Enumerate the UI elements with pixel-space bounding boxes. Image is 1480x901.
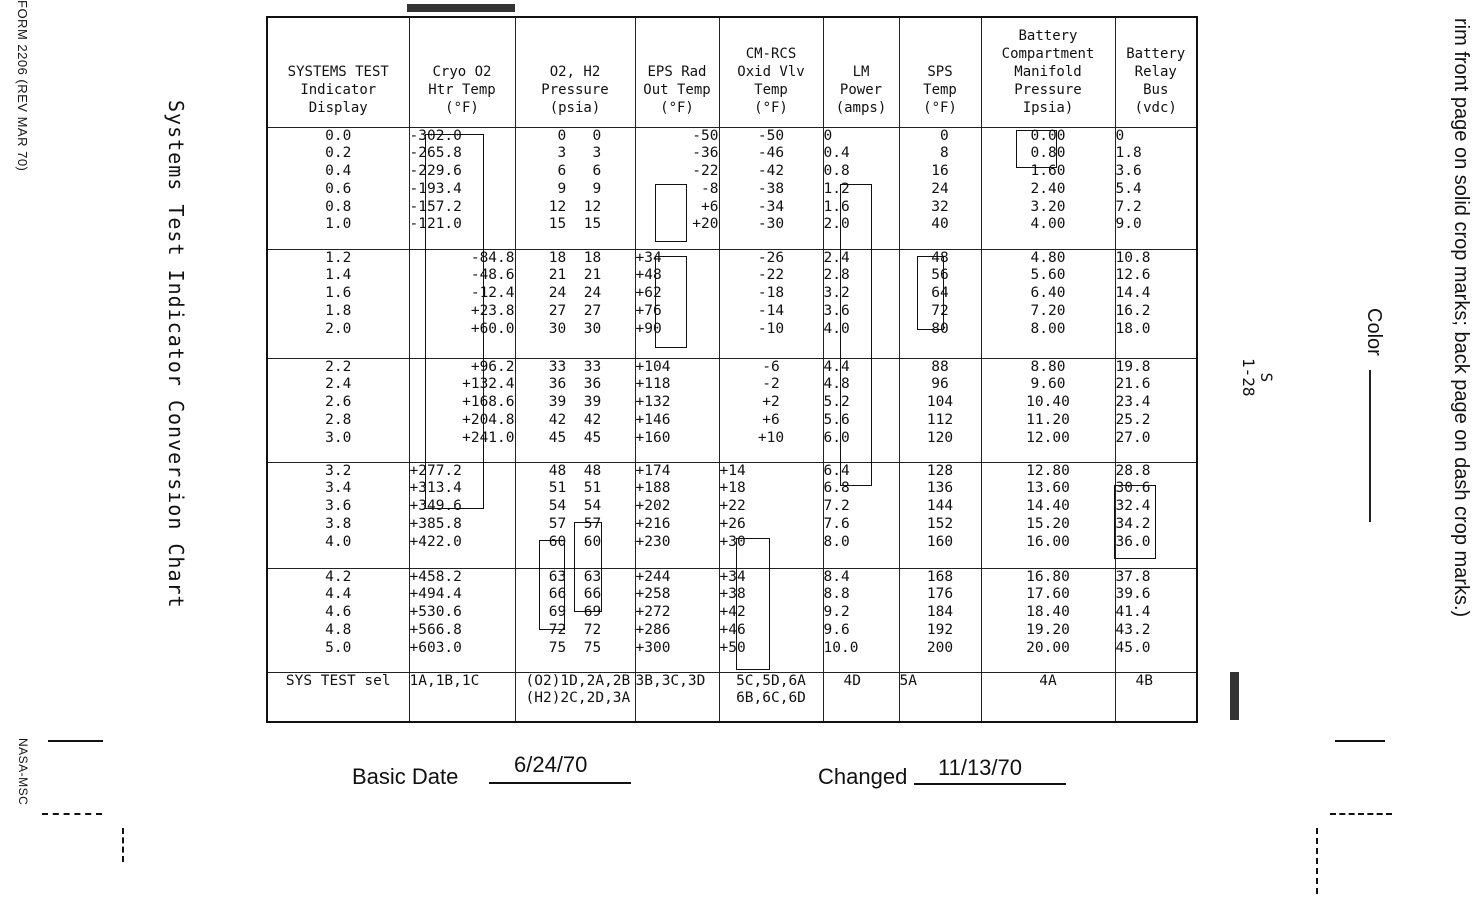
header-battery-manifold: Battery Compartment Manifold Pressure Ipsia) [981,17,1115,127]
table-cell: -302.0 -265.8 -229.6 -193.4 -157.2 -121.0 [409,127,515,249]
table-cell: 48 48 51 51 54 54 57 57 60 60 [515,462,635,568]
highlight-box-pressure-h2 [574,522,602,612]
table-cell: 168 176 184 192 200 [899,568,981,672]
table-cell: 4.4 4.8 5.2 5.6 6.0 [823,358,899,462]
table-cell: 6.4 6.8 7.2 7.6 8.0 [823,462,899,568]
table-cell: 37.8 39.6 41.4 43.2 45.0 [1115,568,1197,672]
table-cell: +174 +188 +202 +216 +230 [635,462,719,568]
table-cell: 12.80 13.60 14.40 15.20 16.00 [981,462,1115,568]
header-indicator: SYSTEMS TEST Indicator Display [267,17,409,127]
table-cell: 4.2 4.4 4.6 4.8 5.0 [267,568,409,672]
header-sps-temp: SPS Temp (°F) [899,17,981,127]
color-label: Color [1363,308,1385,356]
highlight-box-lm-power [840,184,872,486]
header-o2-h2-pressure: O2, H2 Pressure (psia) [515,17,635,127]
header-row [267,17,1197,127]
table-cell: +34 +38 +42 +46 +50 [719,568,823,672]
color-fill-line [1369,370,1371,522]
table-cell: 0 0.4 0.8 1.2 1.6 2.0 [823,127,899,249]
changed-date-value: 11/13/70 [938,755,1023,780]
table-cell: 0 8 16 24 32 40 [899,127,981,249]
highlight-box-cm-rcs [736,538,770,670]
table-cell: 8.80 9.60 10.40 11.20 12.00 [981,358,1115,462]
table-cell: 3.2 3.4 3.6 3.8 4.0 [267,462,409,568]
table-cell: 28.8 30.6 32.4 34.2 36.0 [1115,462,1197,568]
table-cell: 8.4 8.8 9.2 9.6 10.0 [823,568,899,672]
table-cell: 19.8 21.6 23.4 25.2 27.0 [1115,358,1197,462]
table-cell: 2.4 2.8 3.2 3.6 4.0 [823,249,899,358]
sel-cell: 3B,3C,3D [635,672,719,722]
table-cell: +14 +18 +22 +26 +30 [719,462,823,568]
crop-mark-dash-left-vertical [122,828,124,862]
header-lm-power: LM Power (amps) [823,17,899,127]
table-cell: 0 1.8 3.6 5.4 7.2 9.0 [1115,127,1197,249]
table-cell: +96.2 +132.4 +168.6 +204.8 +241.0 [409,358,515,462]
basic-date-value: 6/24/70 [514,752,588,777]
agency-label: NASA-MSC [16,738,30,806]
page-number: 1-28 [1239,358,1258,397]
changed-date-label: Changed [818,764,908,789]
crop-mark-dash-right-vertical [1316,828,1318,894]
table-cell: 128 136 144 152 160 [899,462,981,568]
table-cell: -26 -22 -18 -14 -10 [719,249,823,358]
table-row [267,462,1197,568]
table-row [267,568,1197,672]
table-cell: 2.2 2.4 2.6 2.8 3.0 [267,358,409,462]
highlight-box-relay-bus [1114,485,1156,559]
sel-cell: 4D [823,672,899,722]
table-cell: 33 33 36 36 39 39 42 42 45 45 [515,358,635,462]
table-cell: -50 -46 -42 -38 -34 -30 [719,127,823,249]
changed-date-underline [914,783,1066,785]
crop-mark-solid-left [48,740,103,742]
table-cell: 18 18 21 21 24 24 27 27 30 30 [515,249,635,358]
table-cell: -84.8 -48.6 -12.4 +23.8 +60.0 [409,249,515,358]
table-cell: -6 -2 +2 +6 +10 [719,358,823,462]
crop-mark-solid-right [1335,740,1385,742]
header-battery-relay: Battery Relay Bus (vdc) [1115,17,1197,127]
table-cell: 63 63 66 66 69 69 72 72 75 75 [515,568,635,672]
table-cell: -50 -36 -22 -8 +6 +20 [635,127,719,249]
table-cell: 0 0 3 3 6 6 9 9 12 12 15 15 [515,127,635,249]
table-cell: 10.8 12.6 14.4 16.2 18.0 [1115,249,1197,358]
table-cell: 16.80 17.60 18.40 19.20 20.00 [981,568,1115,672]
form-number-label: FORM 2206 (REV MAR 70) [15,0,30,172]
table-cell: +104 +118 +132 +146 +160 [635,358,719,462]
sel-cell: (O2)1D,2A,2B (H2)2C,2D,3A [515,672,635,722]
highlight-box-pressure-o2 [539,540,565,630]
sel-cell: 5C,5D,6A 6B,6C,6D [719,672,823,722]
print-instruction-note: rim front page on solid crop marks; back page on dash crop marks.) [1450,18,1472,618]
chart-title: Systems Test Indicator Conversion Chart [164,100,188,609]
table-cell: 48 56 64 72 80 [899,249,981,358]
highlight-box-eps-2 [655,256,687,348]
highlight-box-manifold [1016,130,1057,168]
table-cell: 1.2 1.4 1.6 1.8 2.0 [267,249,409,358]
table-cell: +458.2 +494.4 +530.6 +566.8 +603.0 [409,568,515,672]
sel-cell: 4A [981,672,1115,722]
basic-date-label: Basic Date [352,764,459,789]
right-registration-bar [1230,672,1239,720]
sel-cell: 1A,1B,1C [409,672,515,722]
table-row [267,249,1197,358]
table-cell: 0.00 0.80 1.60 2.40 3.20 4.00 [981,127,1115,249]
table-cell: +244 +258 +272 +286 +300 [635,568,719,672]
highlight-box-cryo [425,134,484,509]
highlight-box-sps [917,256,944,330]
table-cell: 4.80 5.60 6.40 7.20 8.00 [981,249,1115,358]
table-cell: 88 96 104 112 120 [899,358,981,462]
section-letter: S [1257,372,1276,383]
highlight-box-eps-1 [655,184,687,242]
table-cell: 0.0 0.2 0.4 0.6 0.8 1.0 [267,127,409,249]
header-eps-rad: EPS Rad Out Temp (°F) [635,17,719,127]
header-cm-rcs: CM-RCS Oxid Vlv Temp (°F) [719,17,823,127]
table-row [267,127,1197,249]
sel-cell: 5A [899,672,981,722]
header-cryo-o2: Cryo O2 Htr Temp (°F) [409,17,515,127]
crop-mark-dash-left [42,813,102,817]
crop-mark-dash-right [1330,813,1392,817]
sys-test-select-row [267,672,1197,722]
sel-cell-label: SYS TEST sel [267,672,409,722]
table-cell: +34 +48 +62 +76 +90 [635,249,719,358]
table-row [267,358,1197,462]
page-identifier [1239,358,1275,397]
sel-cell: 4B [1115,672,1197,722]
table-cell: +277.2 +313.4 +349.6 +385.8 +422.0 [409,462,515,568]
top-registration-bar [407,4,515,12]
basic-date-underline [489,782,631,784]
conversion-table [266,16,1198,723]
